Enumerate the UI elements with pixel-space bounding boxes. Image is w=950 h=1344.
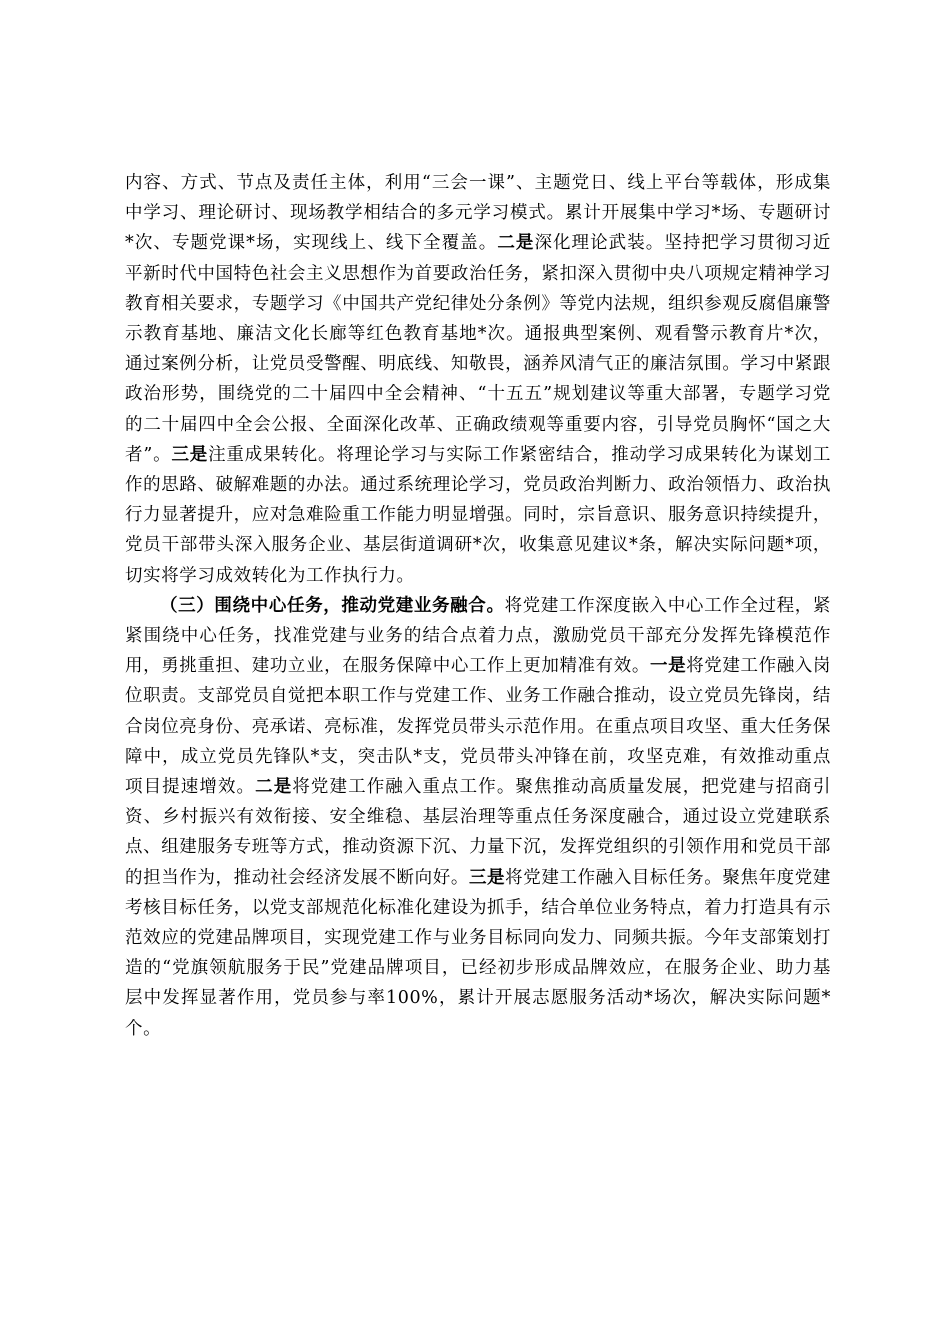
paragraph-party-business-integration (125, 591, 831, 1044)
document-body (125, 168, 831, 1044)
paragraph-text: 将党建工作融入目标任务。聚焦年度党建考核目标任务，以党支部规范化标准化建设为抓手，结合单位业务特点，着力打造具有示范效应的党建品牌项目，实现党建工作与业务目标同向发力、同频共振。今年支部策划打造的“党旗领航服务于民”党建品牌项目，已经初步形成品牌效应，在服务企业、助力基层中发挥显著作用，党员参与率100%，累计开展志愿服务活动*场次，解决实际问题*个。 (125, 867, 831, 1039)
bold-marker-second: 二是 (255, 777, 293, 798)
paragraph-text: 内容、方式、节点及责任主体，利用“三会一课”、主题党日、线上平台等载体，形成集中学习、理论研讨、现场教学相结合的多元学习模式。累计开展集中学习*场、专题研讨*次、专题党课*场，实现线上、线下全覆盖。 (125, 173, 831, 254)
paragraph-study-outcomes (125, 168, 831, 591)
bold-marker-third: 三是 (468, 867, 506, 888)
bold-marker-first: 一是 (649, 656, 687, 677)
paragraph-text: 将党建工作融入重点工作。聚焦推动高质量发展，把党建与招商引资、乡村振兴有效衔接、安全维稳、基层治理等重点任务深度融合，通过设立党建联系点、组建服务专班等方式，推动资源下沉、力量下沉，发挥党组织的引领作用和党员干部的担当作为，推动社会经济发展不断向好。 (125, 777, 831, 888)
paragraph-text: 将党建工作深度嵌入中心工作全过程，紧紧围绕中心任务，找准党建与业务的结合点着力点，激励党员干部充分发挥先锋模范作用，勇挑重担、建功立业，在服务保障中心工作上更加精准有效。 (125, 595, 831, 677)
section-heading: （三）围绕中心任务，推动党建业务融合。 (160, 595, 505, 616)
paragraph-text: 注重成果转化。将理论学习与实际工作紧密结合，推动学习成果转化为谋划工作的思路、破解难题的办法。通过系统理论学习，党员政治判断力、政治领悟力、政治执行力显著提升，应对急难险重工作能力明显增强。同时，宗旨意识、服务意识持续提升，党员干部带头深入服务企业、基层街道调研*次，收集意见建议*条，解决实际问题*项，切实将学习成效转化为工作执行力。 (125, 444, 831, 586)
bold-marker-second: 二是 (497, 233, 535, 254)
bold-marker-third: 三是 (171, 444, 209, 465)
paragraph-text: 深化理论武装。坚持把学习贯彻习近平新时代中国特色社会主义思想作为首要政治任务，紧扣深入贯彻中央八项规定精神学习教育相关要求，专题学习《中国共产党纪律处分条例》等党内法规，组织参观反腐倡廉警示教育基地、廉洁文化长廊等红色教育基地*次。通报典型案例、观看警示教育片*次，通过案例分析，让党员受警醒、明底线、知敬畏，涵养风清气正的廉洁氛围。学习中紧跟政治形势，围绕党的二十届四中全会精神、“十五五”规划建议等重大部署，专题学习党的二十届四中全会公报、全面深化改革、正确政绩观等重要内容，引导党员胸怀“国之大者”。 (125, 233, 831, 465)
paragraph-text: 将党建工作融入岗位职责。支部党员自觉把本职工作与党建工作、业务工作融合推动，设立党员先锋岗，结合岗位亮身份、亮承诺、亮标准，发挥党员带头示范作用。在重点项目攻坚、重大任务保障中，成立党员先锋队*支，突击队*支，党员带头冲锋在前，攻坚克难，有效推动重点项目提速增效。 (125, 656, 832, 798)
